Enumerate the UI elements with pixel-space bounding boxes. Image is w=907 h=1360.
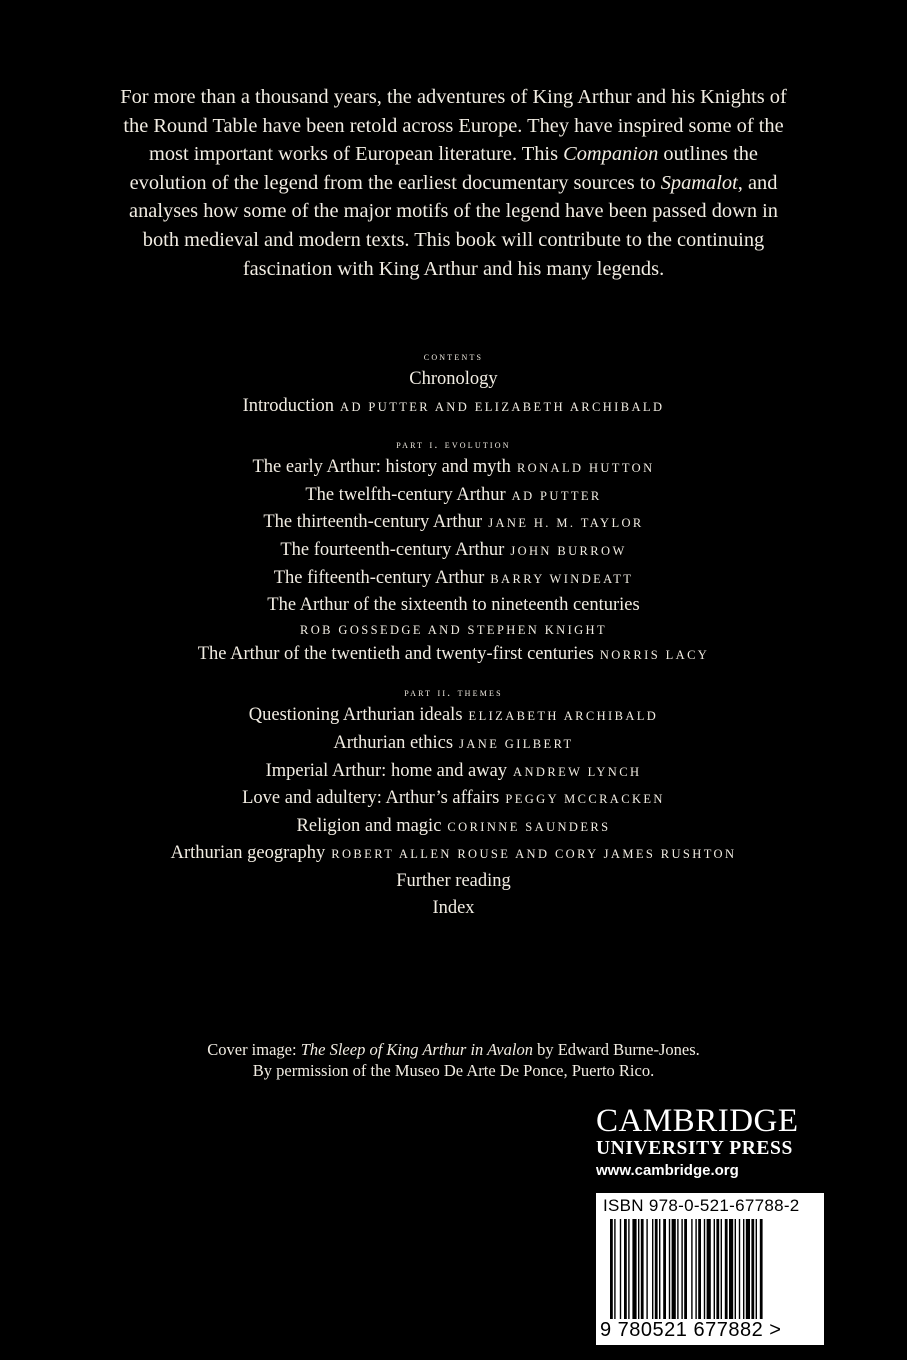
toc-item-author: RONALD HUTTON xyxy=(516,461,655,476)
credit-artwork-title: The Sleep of King Arthur in Avalon xyxy=(300,1040,533,1059)
isbn-number: ISBN 978-0-521-67788-2 xyxy=(603,1196,800,1215)
cover-image-credit xyxy=(0,1039,907,1081)
barcode-bar xyxy=(610,1219,613,1319)
part2-heading: part ii. themes xyxy=(404,685,503,700)
barcode-bar xyxy=(672,1219,676,1319)
blurb-text-1: For more than a thousand years, the adventures of King Arthur and his Knights of the Round Table have been retold across Europe. They have inspired some of the most important works of European literature. This xyxy=(120,86,787,166)
barcode-bar xyxy=(760,1219,763,1319)
barcode-bar xyxy=(641,1219,644,1319)
credit-prefix: Cover image: xyxy=(207,1040,301,1059)
toc-item-title: Arthurian geography xyxy=(170,843,326,864)
toc-item-title: The twelfth-century Arthur xyxy=(305,484,506,505)
toc-item-author: ROBERT ALLEN ROUSE AND CORY JAMES RUSHTON xyxy=(331,847,737,862)
toc-item xyxy=(0,565,907,593)
barcode-bar xyxy=(681,1219,682,1319)
barcode-digits: 9 780521 677882 > xyxy=(600,1319,782,1341)
toc-item xyxy=(0,537,907,565)
publisher-logo xyxy=(596,1104,836,1182)
toc-item xyxy=(0,482,907,510)
barcode-bar xyxy=(746,1219,750,1319)
toc-item-author: JOHN BURROW xyxy=(510,543,627,558)
toc-introduction xyxy=(0,393,907,421)
toc-item-title: The early Arthur: history and myth xyxy=(252,457,511,478)
toc-item-author: AD PUTTER xyxy=(511,488,602,503)
toc-item-title: The fifteenth-century Arthur xyxy=(273,567,485,588)
blurb-italic-spamalot: Spamalot xyxy=(660,171,738,194)
toc-index: Index xyxy=(432,897,475,918)
toc-item xyxy=(0,758,907,786)
toc-item-author: BARRY WINDEATT xyxy=(490,571,634,586)
toc-item xyxy=(0,730,907,758)
toc-item-title: Imperial Arthur: home and away xyxy=(265,760,508,781)
blurb-italic-companion: Companion xyxy=(563,143,659,166)
barcode-bar xyxy=(624,1219,627,1319)
barcode-bar xyxy=(669,1219,670,1319)
barcode-bar xyxy=(714,1219,715,1319)
credit-line-1 xyxy=(0,1039,907,1060)
barcode-bar xyxy=(695,1219,696,1319)
barcode-bar xyxy=(620,1219,621,1319)
toc-item-author: ANDREW LYNCH xyxy=(513,764,642,779)
publisher-subtitle: UNIVERSITY PRESS xyxy=(596,1138,793,1159)
barcode-bar xyxy=(735,1219,736,1319)
toc-item-title: Questioning Arthurian ideals xyxy=(248,705,463,726)
contents-heading: contents xyxy=(423,349,484,363)
credit-suffix: by Edward Burne-Jones. xyxy=(532,1040,700,1059)
back-cover-blurb xyxy=(120,83,787,283)
barcode-bar xyxy=(646,1219,647,1319)
toc-item xyxy=(0,840,907,868)
barcode-bar xyxy=(729,1219,733,1319)
barcode-bar xyxy=(638,1219,639,1319)
part1-heading: part i. evolution xyxy=(396,437,511,452)
credit-line-2: By permission of the Museo De Arte De Ponce, Puerto Rico. xyxy=(252,1061,655,1080)
toc-item xyxy=(0,813,907,841)
toc-item-title: The Arthur of the twentieth and twenty-first centuries xyxy=(197,643,594,664)
barcode-bar xyxy=(663,1219,666,1319)
toc-further-reading: Further reading xyxy=(396,870,511,891)
blurb-text-2: outlines the evolution of the legend from the earliest documentary sources to xyxy=(129,143,758,194)
barcode-bar xyxy=(655,1219,658,1319)
toc-item-author: NORRIS LACY xyxy=(599,647,710,662)
barcode-bar xyxy=(704,1219,705,1319)
toc-item-author: ELIZABETH ARCHIBALD xyxy=(468,709,659,724)
barcode-bar xyxy=(691,1219,692,1319)
blurb-text-3: , and analyses how some of the major motifs of the legend have been passed down in both medieval and modern texts. This book will contribute to the continuing fascination with King Arthur and his many legends. xyxy=(129,171,778,280)
toc-item-author: JANE H. M. TAYLOR xyxy=(488,516,644,531)
barcode-bar xyxy=(743,1219,744,1319)
barcode-bar xyxy=(652,1219,653,1319)
barcode-bar xyxy=(716,1219,719,1319)
toc-item-author: JANE GILBERT xyxy=(459,736,574,751)
toc-chronology: Chronology xyxy=(409,369,498,389)
toc-item-author: AD PUTTER AND ELIZABETH ARCHIBALD xyxy=(340,399,665,414)
toc-item-title: Introduction xyxy=(242,395,335,416)
barcode-bars xyxy=(610,1219,810,1319)
barcode-bar xyxy=(721,1219,722,1319)
table-of-contents xyxy=(0,346,907,921)
toc-item xyxy=(0,454,907,482)
barcode-bar xyxy=(677,1219,678,1319)
barcode-bar xyxy=(698,1219,701,1319)
toc-item xyxy=(0,785,907,813)
toc-item-title: Arthurian ethics xyxy=(333,732,454,753)
toc-item-title: Love and adultery: Arthur’s affairs xyxy=(242,788,500,809)
barcode-bar xyxy=(659,1219,660,1319)
toc-item-title: The thirteenth-century Arthur xyxy=(263,512,483,533)
toc-item xyxy=(0,702,907,730)
barcode-bar xyxy=(739,1219,740,1319)
barcode-bar xyxy=(614,1219,615,1319)
barcode-bar xyxy=(756,1219,757,1319)
barcode-bar xyxy=(684,1219,687,1319)
isbn-barcode xyxy=(596,1193,824,1345)
toc-item-title: Religion and magic xyxy=(296,815,442,836)
toc-item-author-line: ROB GOSSEDGE AND STEPHEN KNIGHT xyxy=(299,622,608,637)
barcode-bar xyxy=(751,1219,754,1319)
toc-item xyxy=(0,509,907,537)
barcode-bar xyxy=(632,1219,636,1319)
toc-item-title: The fourteenth-century Arthur xyxy=(280,539,505,560)
publisher-name: CAMBRIDGE xyxy=(596,1103,799,1139)
barcode-bar xyxy=(725,1219,728,1319)
toc-item-author: PEGGY MCCRACKEN xyxy=(505,792,665,807)
barcode-bar xyxy=(628,1219,629,1319)
toc-item xyxy=(0,641,907,669)
toc-item-author: CORINNE SAUNDERS xyxy=(447,819,611,834)
publisher-url: www.cambridge.org xyxy=(596,1162,739,1179)
barcode-bar xyxy=(707,1219,711,1319)
toc-item-title-only: The Arthur of the sixteenth to nineteenth centuries xyxy=(267,595,640,616)
